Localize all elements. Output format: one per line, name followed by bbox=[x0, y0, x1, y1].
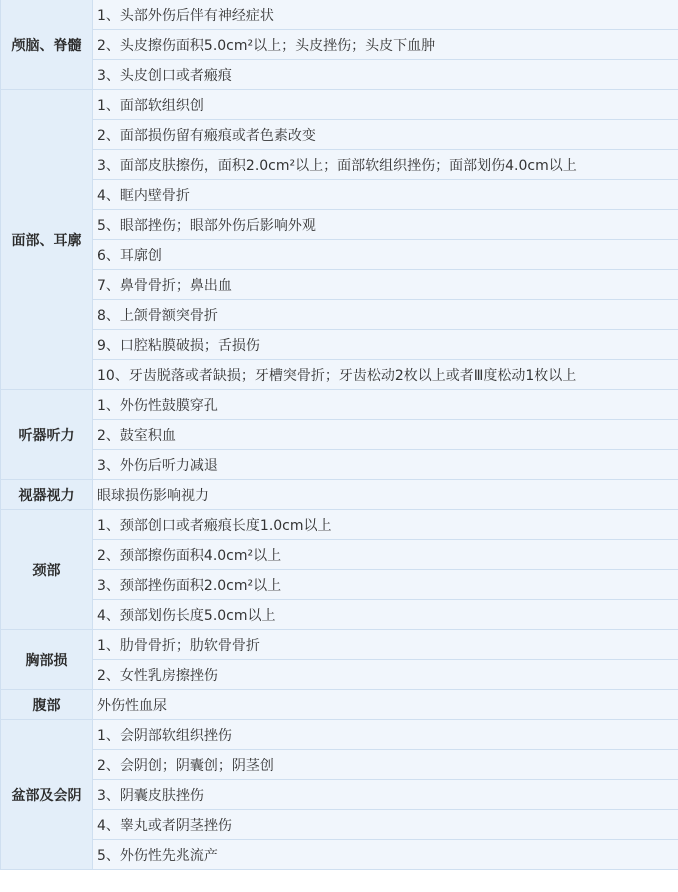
category-cell: 盆部及会阴 bbox=[1, 720, 93, 870]
table-row bbox=[1, 240, 678, 270]
table-body bbox=[1, 0, 678, 870]
table-row bbox=[1, 750, 678, 780]
table-row bbox=[1, 480, 678, 510]
table-row bbox=[1, 420, 678, 450]
table-row bbox=[1, 60, 678, 90]
injury-item-cell: 5、外伤性先兆流产 bbox=[93, 840, 678, 870]
table-row bbox=[1, 120, 678, 150]
injury-item-cell: 4、睾丸或者阴茎挫伤 bbox=[93, 810, 678, 840]
table-row bbox=[1, 180, 678, 210]
injury-item-cell: 1、外伤性鼓膜穿孔 bbox=[93, 390, 678, 420]
injury-item-cell: 眼球损伤影响视力 bbox=[93, 480, 678, 510]
table-row bbox=[1, 90, 678, 120]
injury-item-cell: 3、头皮创口或者瘢痕 bbox=[93, 60, 678, 90]
table-row bbox=[1, 390, 678, 420]
category-cell: 腹部 bbox=[1, 690, 93, 720]
category-cell: 听器听力 bbox=[1, 390, 93, 480]
category-cell: 颅脑、脊髓 bbox=[1, 0, 93, 90]
table-row bbox=[1, 150, 678, 180]
injury-item-cell: 10、牙齿脱落或者缺损；牙槽突骨折；牙齿松动2枚以上或者Ⅲ度松动1枚以上 bbox=[93, 360, 678, 390]
injury-item-cell: 6、耳廓创 bbox=[93, 240, 678, 270]
injury-item-cell: 2、女性乳房擦挫伤 bbox=[93, 660, 678, 690]
injury-item-cell: 5、眼部挫伤；眼部外伤后影响外观 bbox=[93, 210, 678, 240]
category-cell: 胸部损 bbox=[1, 630, 93, 690]
injury-item-cell: 2、会阴创；阴囊创；阴茎创 bbox=[93, 750, 678, 780]
injury-item-cell: 4、眶内壁骨折 bbox=[93, 180, 678, 210]
injury-item-cell: 3、面部皮肤擦伤，面积2.0cm²以上；面部软组织挫伤；面部划伤4.0cm以上 bbox=[93, 150, 678, 180]
injury-item-cell: 1、肋骨骨折；肋软骨骨折 bbox=[93, 630, 678, 660]
table-row bbox=[1, 780, 678, 810]
table-row bbox=[1, 630, 678, 660]
injury-item-cell: 3、外伤后听力减退 bbox=[93, 450, 678, 480]
table-row bbox=[1, 600, 678, 630]
table-row bbox=[1, 0, 678, 30]
category-cell: 颈部 bbox=[1, 510, 93, 630]
injury-item-cell: 3、阴囊皮肤挫伤 bbox=[93, 780, 678, 810]
injury-item-cell: 1、会阴部软组织挫伤 bbox=[93, 720, 678, 750]
table-row bbox=[1, 30, 678, 60]
table-row bbox=[1, 540, 678, 570]
table-row bbox=[1, 690, 678, 720]
injury-item-cell: 9、口腔粘膜破损；舌损伤 bbox=[93, 330, 678, 360]
table-row bbox=[1, 270, 678, 300]
table-row bbox=[1, 210, 678, 240]
table-row bbox=[1, 720, 678, 750]
injury-item-cell: 2、头皮擦伤面积5.0cm²以上；头皮挫伤；头皮下血肿 bbox=[93, 30, 678, 60]
injury-item-cell: 2、鼓室积血 bbox=[93, 420, 678, 450]
table-row bbox=[1, 450, 678, 480]
injury-item-cell: 1、颈部创口或者瘢痕长度1.0cm以上 bbox=[93, 510, 678, 540]
table-row bbox=[1, 810, 678, 840]
category-cell: 视器视力 bbox=[1, 480, 93, 510]
injury-item-cell: 1、面部软组织创 bbox=[93, 90, 678, 120]
table-row bbox=[1, 300, 678, 330]
category-cell: 面部、耳廓 bbox=[1, 90, 93, 390]
table-row bbox=[1, 510, 678, 540]
injury-item-cell: 外伤性血尿 bbox=[93, 690, 678, 720]
table-row bbox=[1, 360, 678, 390]
table-row bbox=[1, 570, 678, 600]
injury-item-cell: 1、头部外伤后伴有神经症状 bbox=[93, 0, 678, 30]
injury-item-cell: 2、颈部擦伤面积4.0cm²以上 bbox=[93, 540, 678, 570]
injury-item-cell: 2、面部损伤留有瘢痕或者色素改变 bbox=[93, 120, 678, 150]
injury-item-cell: 7、鼻骨骨折；鼻出血 bbox=[93, 270, 678, 300]
injury-item-cell: 4、颈部划伤长度5.0cm以上 bbox=[93, 600, 678, 630]
table-row bbox=[1, 840, 678, 870]
table-row bbox=[1, 660, 678, 690]
injury-item-cell: 3、颈部挫伤面积2.0cm²以上 bbox=[93, 570, 678, 600]
injury-item-cell: 8、上颌骨额突骨折 bbox=[93, 300, 678, 330]
table-row bbox=[1, 330, 678, 360]
